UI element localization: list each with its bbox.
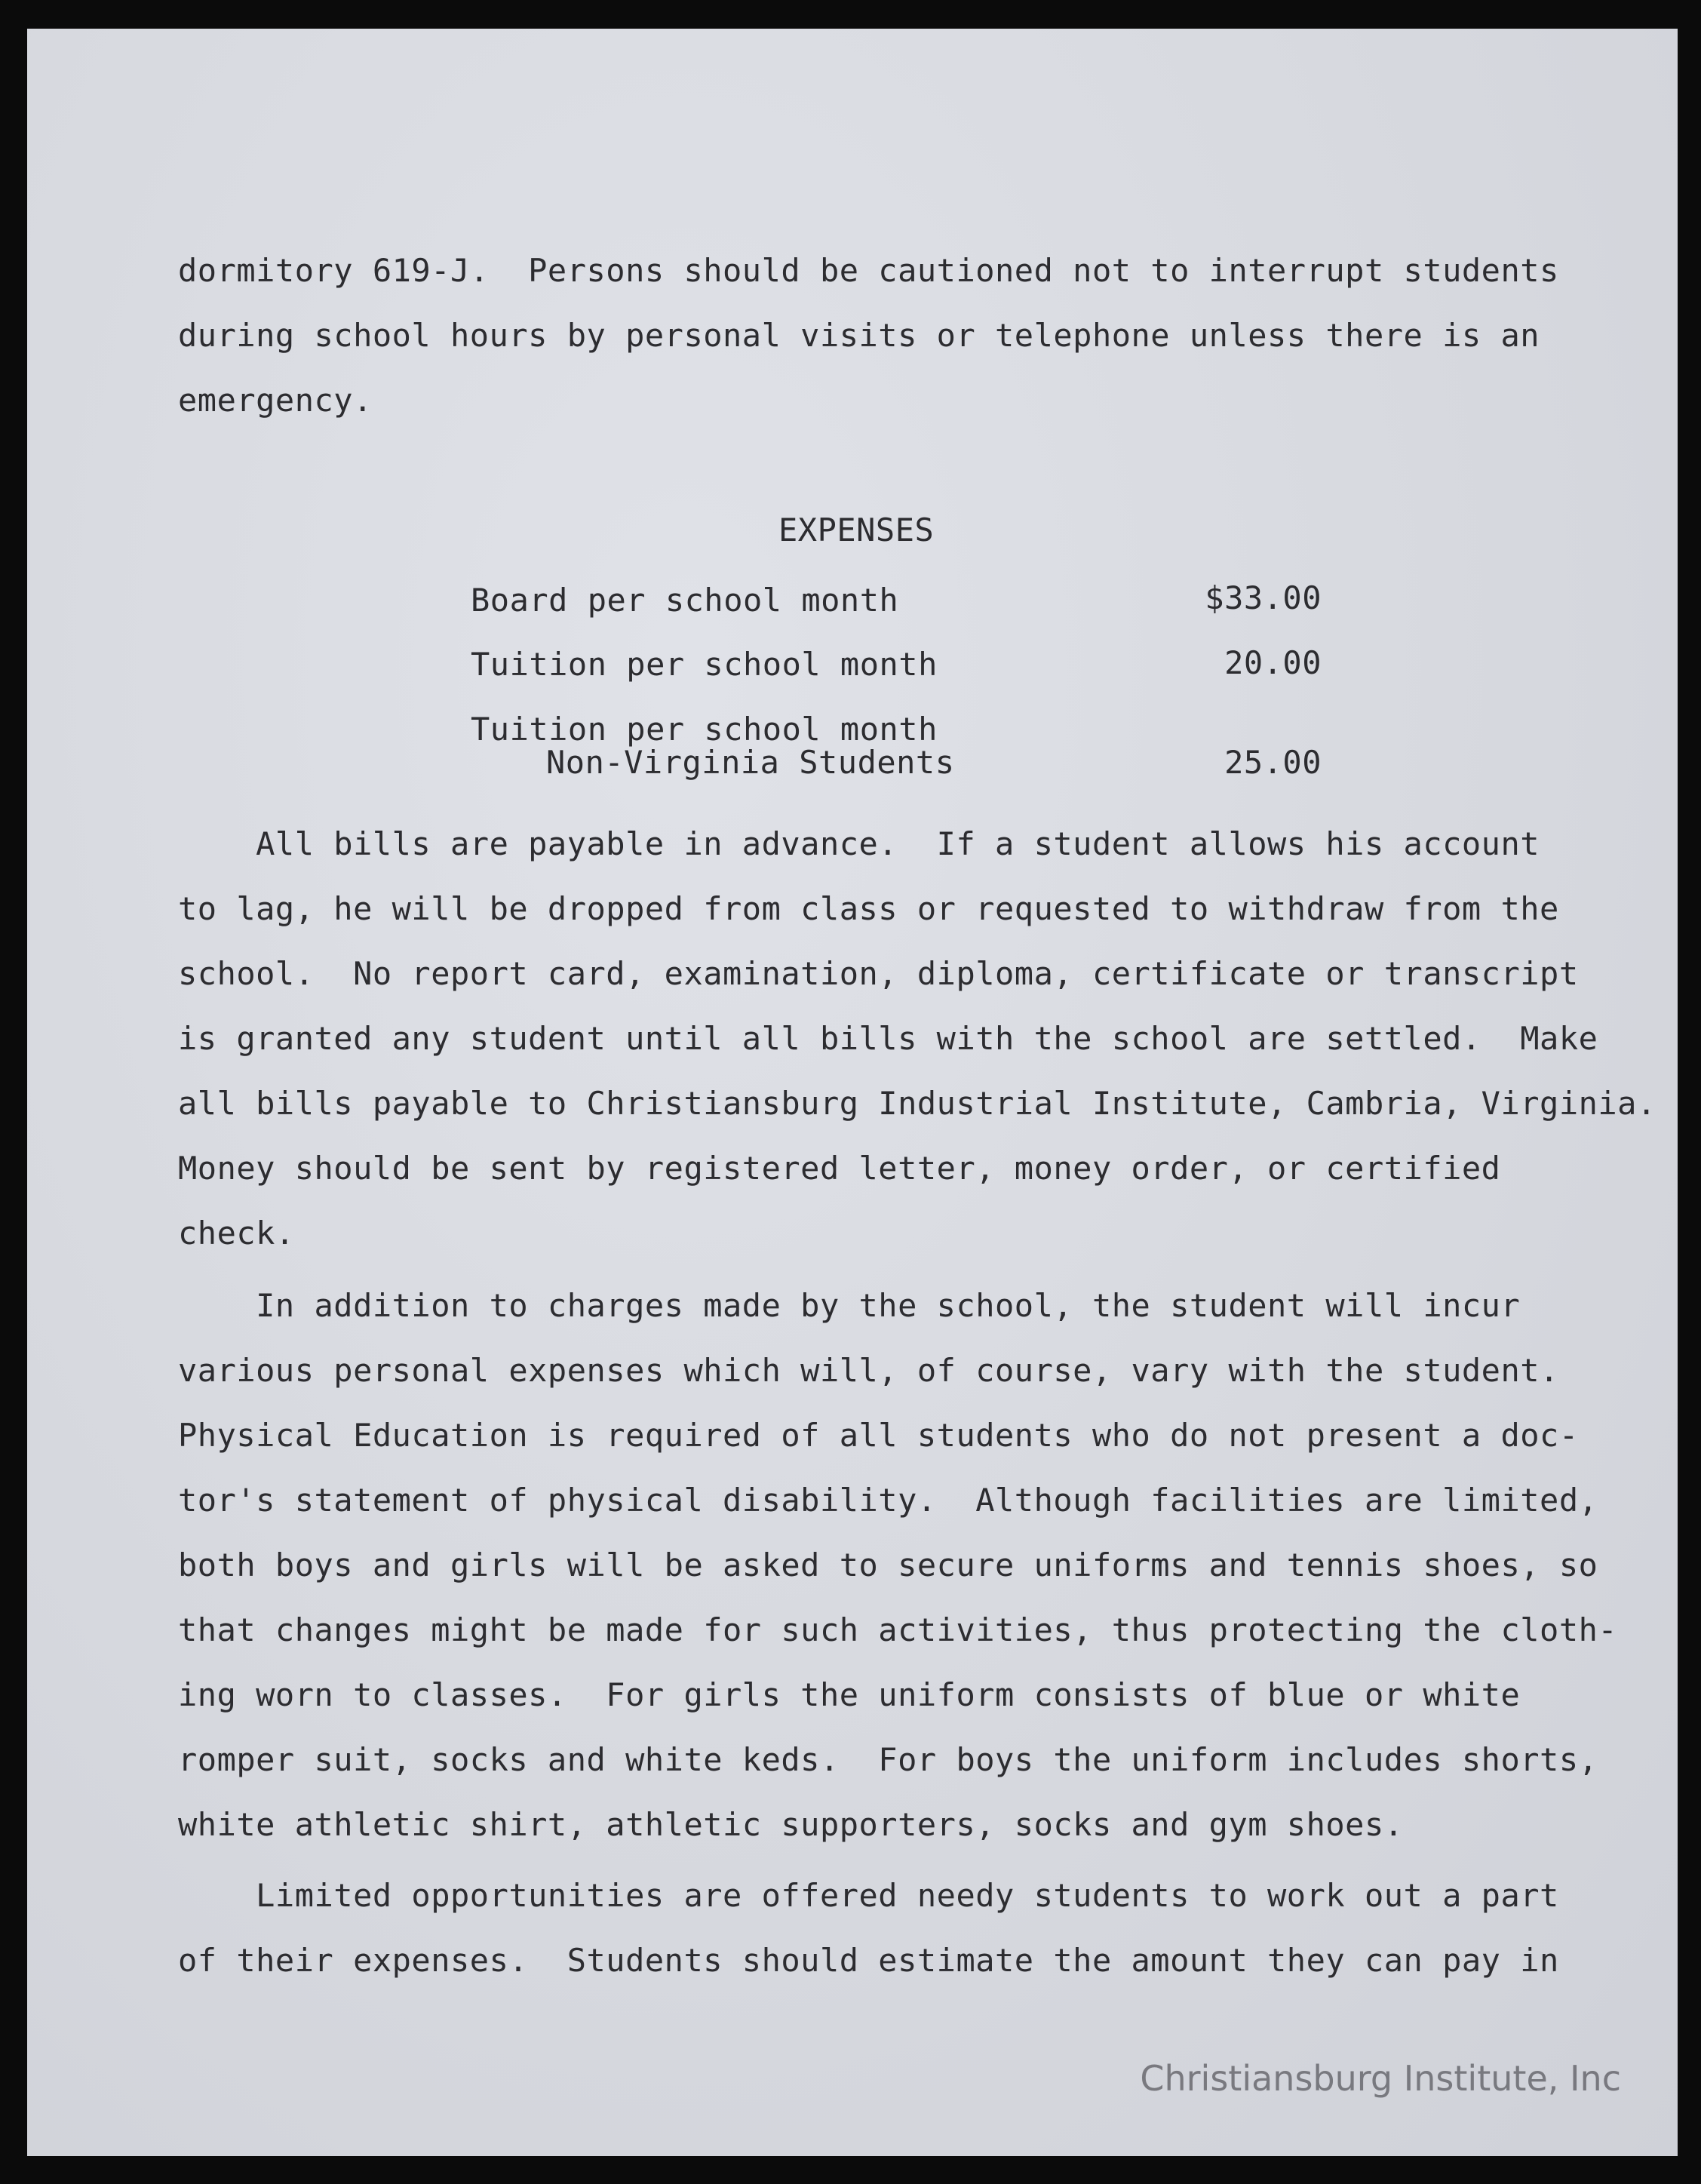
expense-amount: 20.00 — [1224, 644, 1322, 681]
expense-amount: $33.00 — [1205, 579, 1322, 616]
expense-label: Tuition per school month — [471, 711, 938, 748]
expense-label: Tuition per school month — [471, 646, 938, 683]
bills-line-6: Money should be sent by registered letter, money order, or certified — [178, 1150, 1501, 1187]
personal-line-8: romper suit, socks and white keds. For boys the uniform includes shorts, — [178, 1741, 1598, 1778]
opening-line-2: during school hours by personal visits or telephone unless there is an — [178, 317, 1540, 354]
expenses-title: EXPENSES — [778, 511, 935, 548]
bills-line-2: to lag, he will be dropped from class or requested to withdraw from the — [178, 890, 1559, 927]
watermark: Christiansburg Institute, Inc — [1140, 2058, 1621, 2099]
typed-page — [27, 29, 1678, 2156]
bills-line-1: All bills are payable in advance. If a student allows his account — [178, 825, 1540, 862]
bills-line-3: school. No report card, examination, diploma, certificate or transcript — [178, 955, 1579, 992]
expense-sublabel: Non-Virginia Students — [546, 744, 955, 781]
expense-amount: 25.00 — [1224, 744, 1322, 781]
expense-label: Board per school month — [471, 582, 899, 619]
opening-line-1: dormitory 619-J. Persons should be cautioned not to interrupt students — [178, 252, 1559, 289]
bills-line-4: is granted any student until all bills with the school are settled. Make — [178, 1020, 1598, 1057]
personal-line-9: white athletic shirt, athletic supporters, socks and gym shoes. — [178, 1806, 1404, 1843]
personal-line-6: that changes might be made for such activities, thus protecting the cloth- — [178, 1611, 1618, 1648]
personal-line-3: Physical Education is required of all students who do not present a doc- — [178, 1417, 1579, 1454]
opening-line-3: emergency. — [178, 382, 373, 419]
personal-line-7: ing worn to classes. For girls the uniform consists of blue or white — [178, 1676, 1521, 1713]
personal-line-4: tor's statement of physical disability. Although facilities are limited, — [178, 1482, 1598, 1519]
bills-line-5: all bills payable to Christiansburg Industrial Institute, Cambria, Virginia. — [178, 1085, 1656, 1122]
opportunities-line-1: Limited opportunities are offered needy students to work out a part — [178, 1877, 1559, 1914]
opportunities-line-2: of their expenses. Students should estimate the amount they can pay in — [178, 1942, 1559, 1979]
bills-line-7: check. — [178, 1215, 295, 1252]
personal-line-1: In addition to charges made by the school, the student will incur — [178, 1287, 1521, 1324]
personal-line-5: both boys and girls will be asked to secure uniforms and tennis shoes, so — [178, 1547, 1598, 1583]
personal-line-2: various personal expenses which will, of course, vary with the student. — [178, 1352, 1559, 1389]
